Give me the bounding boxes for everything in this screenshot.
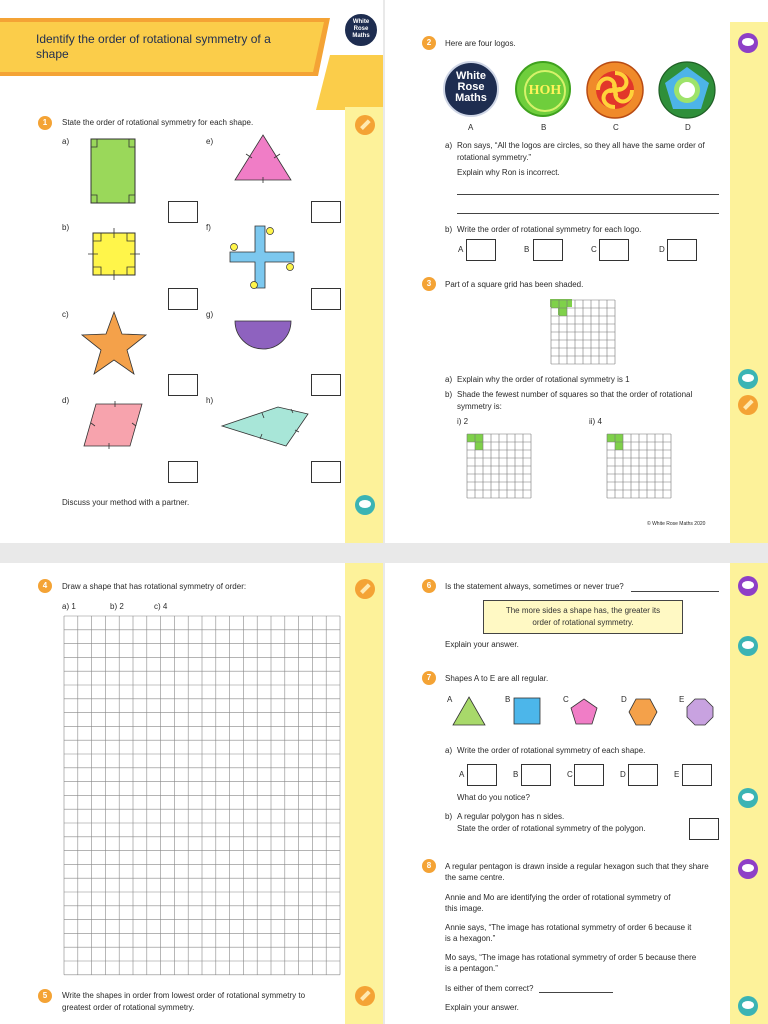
q1-label-e: e)	[206, 137, 214, 146]
shape-a-rectangle	[88, 136, 138, 206]
q7-shape-letter-a: A	[447, 695, 453, 704]
question-number-3: 3	[422, 277, 436, 291]
q2a-answer-line-1[interactable]	[457, 194, 719, 195]
q2a-text-2: rotational symmetry.”	[457, 153, 532, 162]
q2b-box-label-d: D	[659, 245, 665, 254]
q8-text-2: the same centre.	[445, 873, 505, 882]
q7-intro: Shapes A to E are all regular.	[445, 674, 549, 683]
shape-b-square	[86, 226, 142, 282]
q2b-answer-box-a[interactable]	[466, 239, 496, 261]
discussion-icon	[737, 368, 759, 390]
q8-annie-1: Annie says, “The image has rotational symmetry of order 6 because it	[445, 923, 692, 932]
q8-mo-1: Mo says, “The image has rotational symmetry of order 5 because there	[445, 953, 697, 962]
q7-shape-a-triangle	[451, 695, 487, 727]
white-rose-maths-logo	[344, 13, 378, 47]
q3b-i-label: i) 2	[457, 417, 469, 426]
q7a-box-label-c: C	[567, 770, 573, 779]
q1-answer-box-a[interactable]	[168, 201, 198, 223]
q7a-notice: What do you notice?	[457, 793, 530, 802]
q2b-text: Write the order of rotational symmetry for each logo.	[457, 225, 642, 234]
pencil-icon	[354, 578, 376, 600]
q1-label-a: a)	[62, 137, 70, 146]
q2b-answer-box-d[interactable]	[667, 239, 697, 261]
q7a-box-label-b: B	[513, 770, 519, 779]
q3b-i-grid[interactable]	[465, 432, 533, 500]
logo-c-swirl	[586, 61, 644, 119]
q1-label-f: f)	[206, 223, 211, 232]
q6-answer-line[interactable]	[631, 591, 719, 592]
q4-drawing-grid[interactable]	[63, 615, 343, 987]
q3-intro: Part of a square grid has been shaded.	[445, 280, 584, 289]
question-number-6: 6	[422, 579, 436, 593]
logo-a-white-rose-maths	[443, 61, 499, 117]
q2a-answer-line-2[interactable]	[457, 213, 719, 214]
q3b-label: b)	[445, 390, 453, 399]
q8-explain: Explain your answer.	[445, 1003, 519, 1012]
q7a-box-label-a: A	[459, 770, 465, 779]
reasoning-icon	[737, 575, 759, 597]
side-strip	[730, 22, 768, 543]
q7-shape-b-square	[513, 697, 541, 725]
q2a-explain: Explain why Ron is incorrect.	[457, 168, 560, 177]
logo-a-line-2: Rose	[457, 81, 485, 93]
worksheet-page-3	[0, 563, 383, 1024]
q7a-text: Write the order of rotational symmetry of each shape.	[457, 746, 646, 755]
pencil-icon	[737, 394, 759, 416]
q2b-answer-box-b[interactable]	[533, 239, 563, 261]
question-number-5: 5	[38, 989, 52, 1003]
pencil-icon	[354, 985, 376, 1007]
q7-shape-e-octagon	[685, 697, 715, 727]
q7a-answer-box-d[interactable]	[628, 764, 658, 786]
q7-shape-letter-d: D	[621, 695, 627, 704]
q4-intro: Draw a shape that has rotational symmetry of order:	[62, 582, 247, 591]
logo-a-line-3: Maths	[455, 92, 487, 104]
q7b-text-1: A regular polygon has n sides.	[457, 812, 565, 821]
shape-h-kite	[220, 404, 312, 450]
q7a-answer-box-b[interactable]	[521, 764, 551, 786]
q7a-answer-box-a[interactable]	[467, 764, 497, 786]
q8-answer-line[interactable]	[539, 992, 613, 993]
q8-annie-2: is a hexagon.”	[445, 934, 496, 943]
q1-answer-box-g[interactable]	[311, 374, 341, 396]
shape-g-semicircle	[232, 318, 294, 352]
q5-text-1: Write the shapes in order from lowest order of rotational symmetry to	[62, 991, 306, 1000]
q7a-label: a)	[445, 746, 453, 755]
q8-either: Is either of them correct?	[445, 984, 534, 993]
q2b-label: b)	[445, 225, 453, 234]
q8-mo-2: is a pentagon.”	[445, 964, 498, 973]
discussion-icon	[354, 494, 376, 516]
q6-explain: Explain your answer.	[445, 640, 519, 649]
q7a-answer-box-e[interactable]	[682, 764, 712, 786]
q7a-answer-box-c[interactable]	[574, 764, 604, 786]
q1-answer-box-d[interactable]	[168, 461, 198, 483]
discussion-icon	[737, 787, 759, 809]
q7-shape-letter-c: C	[563, 695, 569, 704]
q7b-answer-box[interactable]	[689, 818, 719, 840]
logo-line-2: Rose	[353, 26, 369, 32]
q1-answer-box-f[interactable]	[311, 288, 341, 310]
logo-b-text: HOH	[524, 70, 566, 112]
copyright: © White Rose Maths 2020	[647, 521, 706, 527]
logo-letter-a: A	[468, 123, 474, 132]
q1-text: State the order of rotational symmetry for each shape.	[62, 118, 254, 127]
q1-answer-box-c[interactable]	[168, 374, 198, 396]
logo-a-line-1: White	[456, 70, 486, 82]
q7a-box-label-e: E	[674, 770, 680, 779]
question-number-4: 4	[38, 579, 52, 593]
q7-shape-letter-b: B	[505, 695, 511, 704]
shape-f-cross	[226, 222, 298, 292]
logo-letter-c: C	[613, 123, 619, 132]
q6-text: Is the statement always, sometimes or never true?	[445, 582, 624, 591]
q4-option-b: b) 2	[110, 602, 124, 611]
side-strip	[345, 107, 383, 543]
logo-letter-b: B	[541, 123, 547, 132]
q8-text-1: A regular pentagon is drawn inside a regular hexagon such that they share	[445, 862, 709, 871]
question-number-2: 2	[422, 36, 436, 50]
q1-answer-box-e[interactable]	[311, 201, 341, 223]
reasoning-icon	[737, 32, 759, 54]
q7a-box-label-d: D	[620, 770, 626, 779]
q7-shape-letter-e: E	[679, 695, 685, 704]
q2b-box-label-b: B	[524, 245, 530, 254]
reasoning-icon	[737, 858, 759, 880]
q3b-text-2: symmetry is:	[457, 402, 502, 411]
banner-accent-shape	[316, 55, 383, 110]
worksheet-page-2	[385, 0, 768, 543]
question-number-8: 8	[422, 859, 436, 873]
q4-option-a: a) 1	[62, 602, 76, 611]
q2a-text-1: Ron says, “All the logos are circles, so they all have the same order of	[457, 141, 705, 150]
q1-label-c: c)	[62, 310, 69, 319]
q6-statement-box	[483, 600, 683, 634]
q7b-text-2: State the order of rotational symmetry of the polygon.	[457, 824, 646, 833]
q2b-box-label-c: C	[591, 245, 597, 254]
q1-answer-box-b[interactable]	[168, 288, 198, 310]
q6-statement-line-2: order of rotational symmetry.	[532, 618, 634, 627]
logo-line-1: White	[352, 19, 370, 25]
q2b-answer-box-c[interactable]	[599, 239, 629, 261]
worksheet-page-1	[0, 0, 383, 543]
pencil-icon	[354, 114, 376, 136]
q8-text-4: this image.	[445, 904, 484, 913]
q1-answer-box-h[interactable]	[311, 461, 341, 483]
q3-shaded-grid	[549, 298, 617, 366]
q7-shape-c-pentagon	[569, 697, 599, 727]
worksheet-page-4	[385, 563, 768, 1024]
logo-d-pentagon	[658, 61, 716, 119]
grid-lines	[64, 616, 340, 975]
q3b-text-1: Shade the fewest number of squares so that the order of rotational	[457, 390, 693, 399]
q7-shape-d-hexagon	[627, 697, 659, 727]
q1-discuss-text: Discuss your method with a partner.	[62, 498, 190, 507]
q5-text-2: greatest order of rotational symmetry.	[62, 1003, 195, 1012]
logo-b-hoh	[515, 61, 571, 117]
q2b-box-label-a: A	[458, 245, 464, 254]
question-number-1: 1	[38, 116, 52, 130]
q3b-ii-grid[interactable]	[605, 432, 673, 500]
q2a-label: a)	[445, 141, 453, 150]
q2-intro: Here are four logos.	[445, 39, 516, 48]
q7b-label: b)	[445, 812, 453, 821]
q1-label-d: d)	[62, 396, 70, 405]
q1-label-h: h)	[206, 396, 214, 405]
logo-letter-d: D	[685, 123, 691, 132]
q6-statement-line-1: The more sides a shape has, the greater its	[505, 606, 661, 615]
shape-c-star	[80, 310, 148, 376]
discussion-icon	[737, 995, 759, 1017]
q4-option-c: c) 4	[154, 602, 168, 611]
discussion-icon	[737, 635, 759, 657]
question-number-7: 7	[422, 671, 436, 685]
page-title: Identify the order of rotational symmetry of a shape	[36, 32, 271, 61]
side-strip	[345, 563, 383, 1024]
q1-label-g: g)	[206, 310, 214, 319]
logo-line-3: Maths	[352, 33, 370, 39]
q1-label-b: b)	[62, 223, 70, 232]
shape-e-triangle	[232, 132, 294, 184]
q3a-text: Explain why the order of rotational symmetry is 1	[457, 375, 630, 384]
q8-text-3: Annie and Mo are identifying the order of rotational symmetry of	[445, 893, 671, 902]
shape-d-parallelogram	[82, 400, 144, 450]
q3b-ii-label: ii) 4	[589, 417, 602, 426]
q3a-label: a)	[445, 375, 453, 384]
